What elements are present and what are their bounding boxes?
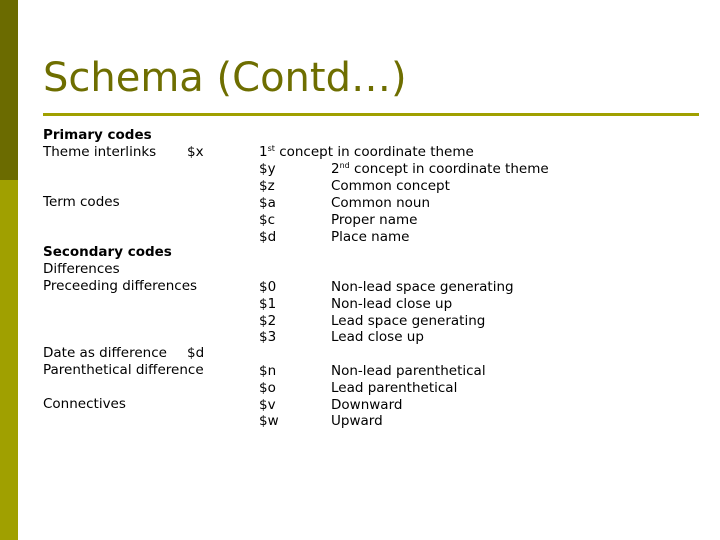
first-concept-number: 1 — [259, 144, 268, 160]
code-1-desc: Non-lead close up — [331, 296, 453, 312]
theme-interlinks-code: $x — [187, 144, 204, 160]
connectives-label: Connectives — [43, 396, 126, 412]
code-0: $0 — [259, 279, 277, 295]
code-y-desc — [331, 161, 549, 178]
code-a-desc: Common noun — [331, 195, 431, 211]
secondary-codes-heading: Secondary codes — [43, 244, 172, 260]
code-w-desc: Upward — [331, 413, 383, 429]
primary-codes-heading: Primary codes — [43, 127, 152, 143]
code-z-desc: Common concept — [331, 178, 450, 194]
code-1: $1 — [259, 296, 277, 312]
parenthetical-difference-label: Parenthetical difference — [43, 362, 204, 378]
differences-label: Differences — [43, 261, 120, 277]
first-concept-suffix: st — [267, 144, 275, 153]
code-y: $y — [259, 161, 276, 177]
code-0-desc: Non-lead space generating — [331, 279, 514, 295]
code-v-desc: Downward — [331, 397, 403, 413]
code-v: $v — [259, 397, 276, 413]
second-concept-number: 2 — [331, 161, 340, 177]
code-d: $d — [259, 229, 277, 245]
code-d-desc: Place name — [331, 229, 410, 245]
code-3-desc: Lead close up — [331, 329, 424, 345]
theme-interlinks-label: Theme interlinks — [43, 144, 157, 160]
second-concept-text: concept in coordinate theme — [349, 161, 549, 177]
code-n: $n — [259, 363, 277, 379]
code-n-desc: Non-lead parenthetical — [331, 363, 486, 379]
preceeding-differences-label: Preceeding differences — [43, 278, 198, 294]
code-a: $a — [259, 195, 276, 211]
code-o: $o — [259, 380, 276, 396]
code-o-desc: Lead parenthetical — [331, 380, 458, 396]
page-title: Schema (Contd…) — [43, 55, 407, 101]
sidebar-accent-dark — [0, 0, 18, 180]
first-concept-line — [259, 144, 474, 161]
term-codes-label: Term codes — [43, 194, 120, 210]
code-c-desc: Proper name — [331, 212, 418, 228]
date-as-difference-label: Date as difference — [43, 345, 167, 361]
second-concept-suffix: nd — [339, 161, 350, 170]
code-2-desc: Lead space generating — [331, 313, 486, 329]
code-2: $2 — [259, 313, 277, 329]
code-3: $3 — [259, 329, 277, 345]
code-w: $w — [259, 413, 279, 429]
code-z: $z — [259, 178, 275, 194]
first-concept-text: concept in coordinate theme — [274, 144, 474, 160]
title-divider — [43, 113, 699, 116]
date-as-difference-code: $d — [187, 345, 205, 361]
code-c: $c — [259, 212, 276, 228]
sidebar-accent-light — [0, 180, 18, 540]
